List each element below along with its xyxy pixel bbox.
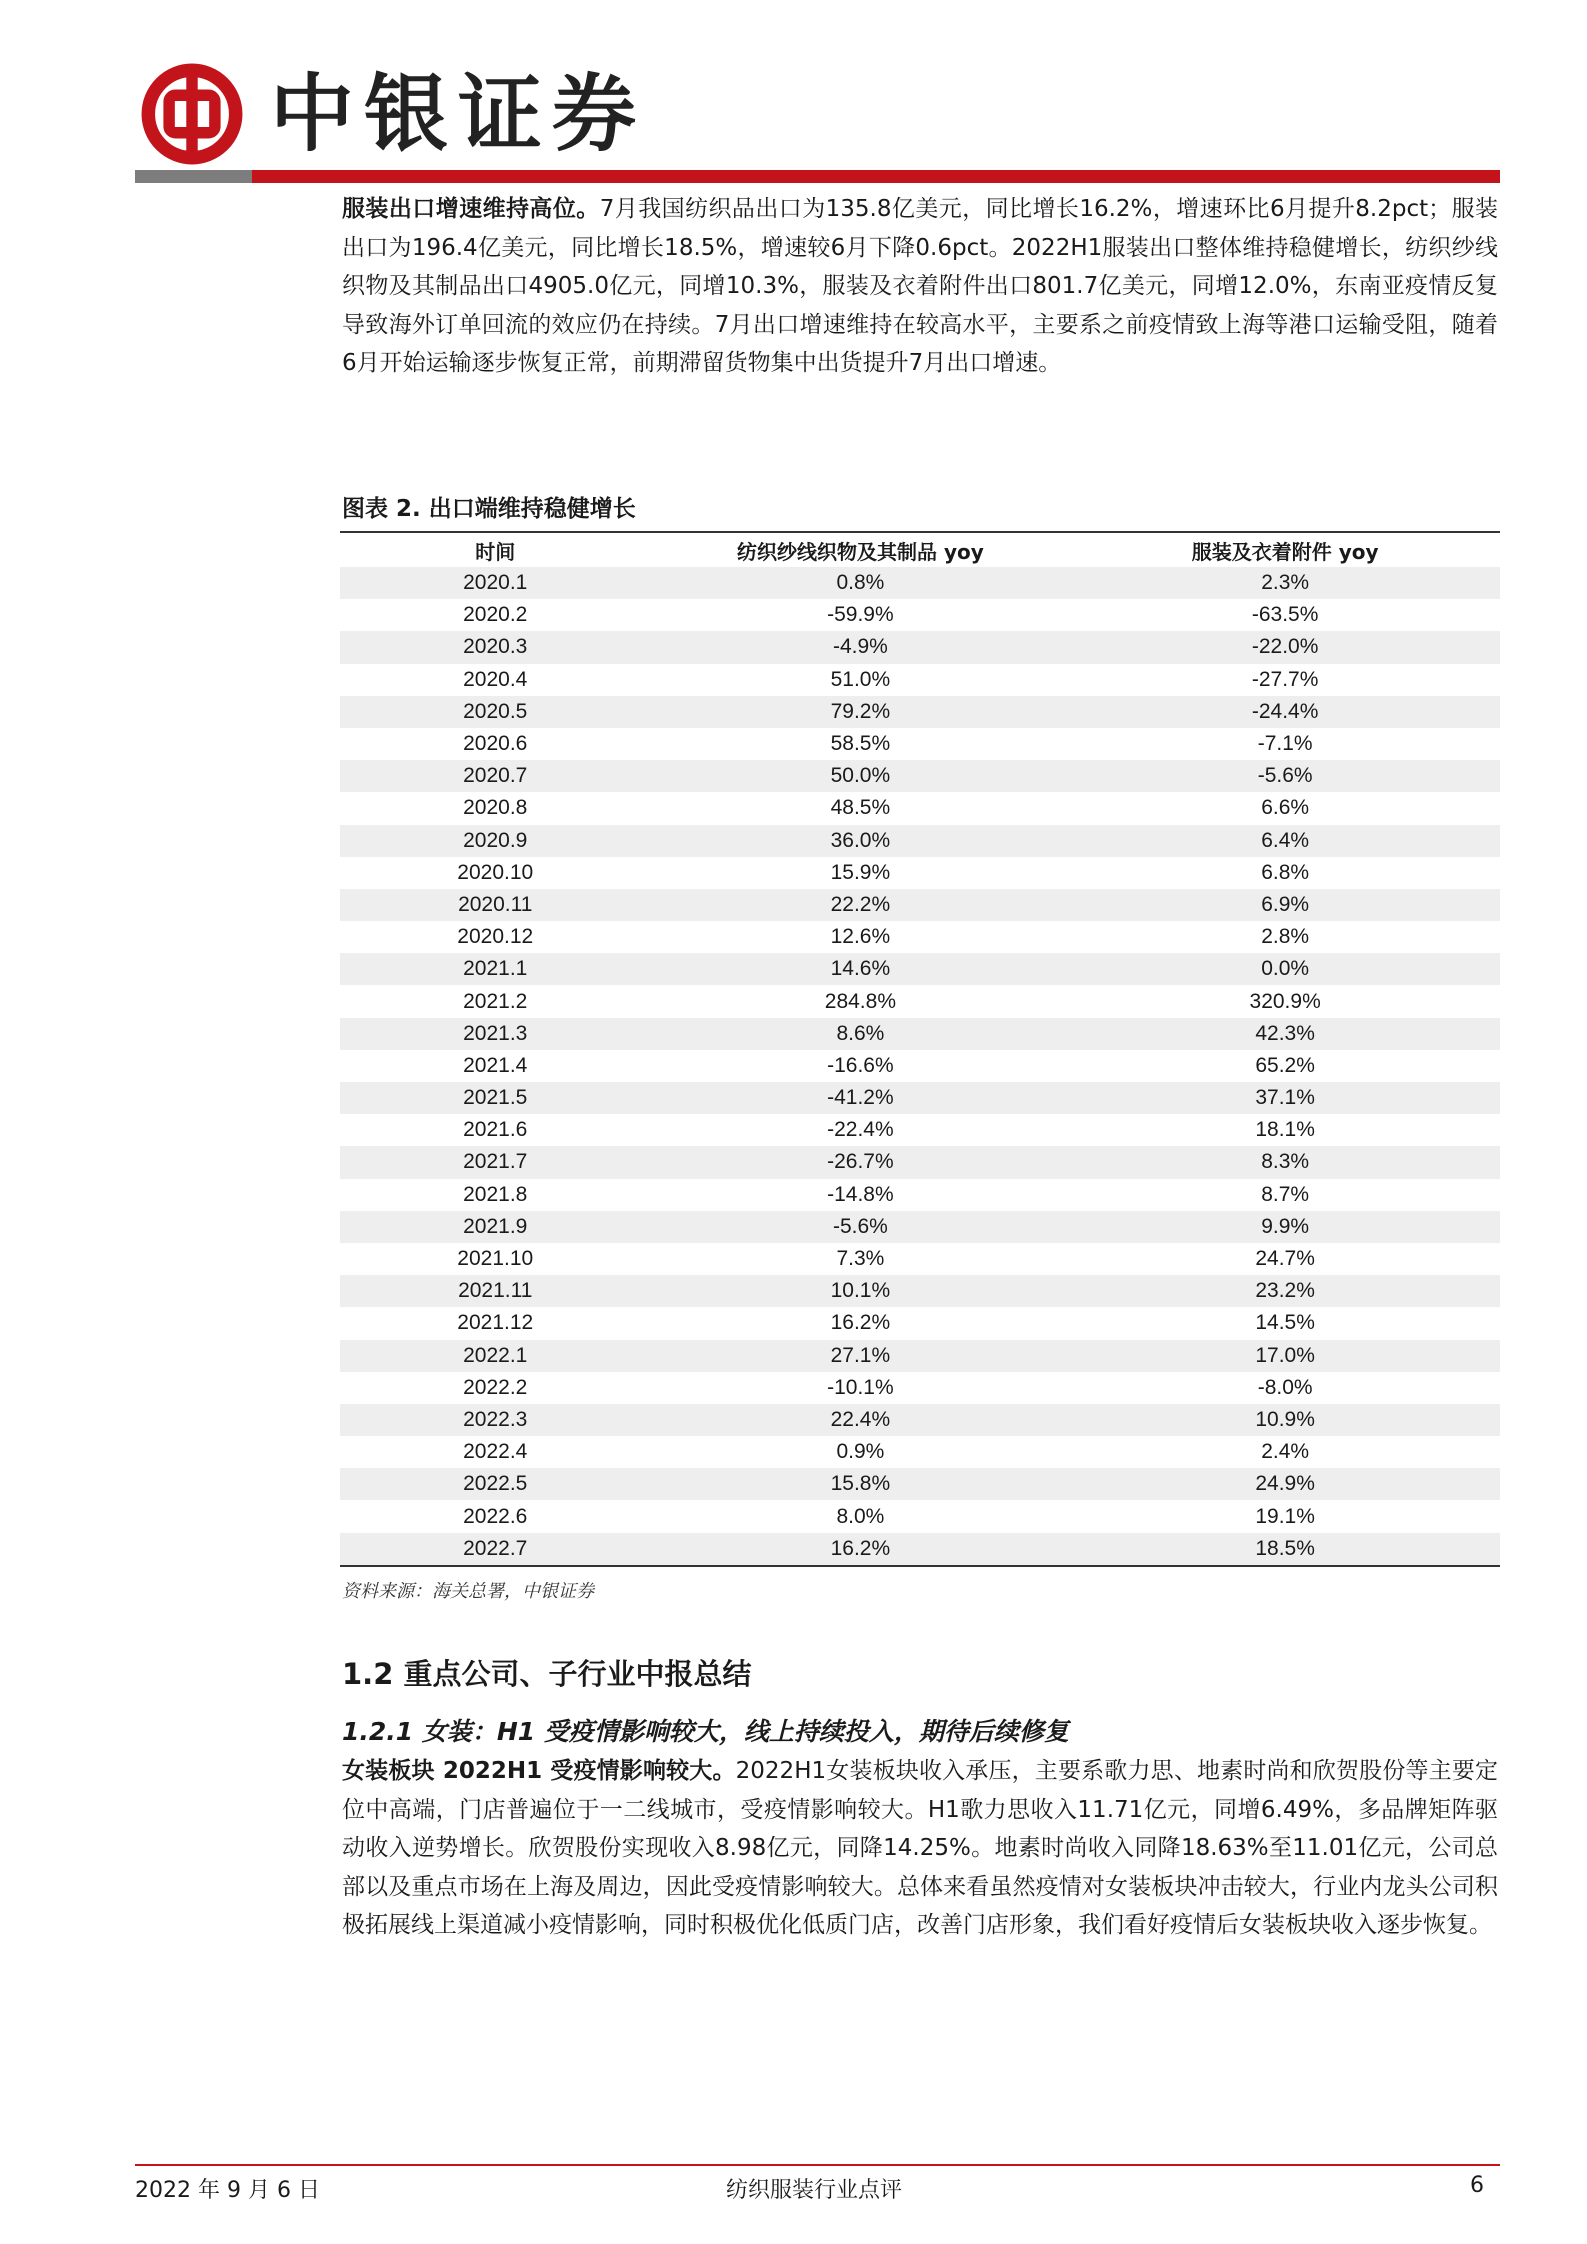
cell-textile-yoy: -10.1% <box>827 1375 894 1399</box>
cell-period: 2022.5 <box>340 1468 651 1500</box>
cell-apparel-yoy: 24.7% <box>1255 1247 1315 1271</box>
cell-apparel-yoy: -22.0% <box>1070 631 1500 663</box>
cell-apparel-yoy: 6.4% <box>1070 825 1500 857</box>
figure-title: 图表 2. 出口端维持稳健增长 <box>342 496 636 522</box>
cell-period: 2022.6 <box>463 1504 528 1528</box>
footer-date: 2022 年 9 月 6 日 <box>135 2178 320 2203</box>
cell-period: 2021.1 <box>340 953 651 985</box>
paragraph-lead: 服装出口增速维持高位。 <box>342 196 600 222</box>
boc-logo-icon <box>140 62 244 166</box>
cell-apparel-yoy: -27.7% <box>1251 667 1319 691</box>
cell-apparel-yoy: 6.9% <box>1070 889 1500 921</box>
cell-apparel-yoy: -8.0% <box>1257 1375 1313 1399</box>
cell-textile-yoy: -41.2% <box>651 1082 1071 1114</box>
table-row <box>340 1307 1500 1339</box>
cell-period: 2021.3 <box>340 1018 651 1050</box>
cell-apparel-yoy: 10.9% <box>1070 1404 1500 1436</box>
cell-textile-yoy: 48.5% <box>830 796 891 820</box>
table-row <box>340 1082 1500 1114</box>
footer-title: 纺织服装行业点评 <box>726 2178 903 2203</box>
paragraph-lead: 女装板块 2022H1 受疫情影响较大。 <box>342 1758 736 1784</box>
cell-textile-yoy: 16.2% <box>830 1311 891 1335</box>
cell-apparel-yoy: 2.8% <box>1261 925 1310 949</box>
cell-apparel-yoy: 24.9% <box>1070 1468 1500 1500</box>
table-row <box>340 664 1500 696</box>
table-row <box>340 825 1500 857</box>
cell-period: 2021.12 <box>457 1311 534 1335</box>
cell-period: 2022.1 <box>340 1340 651 1372</box>
cell-textile-yoy: 27.1% <box>651 1340 1071 1372</box>
column-header: 服装及衣着附件 yoy <box>1070 532 1500 567</box>
table-row <box>340 1533 1500 1566</box>
cell-textile-yoy: 8.6% <box>651 1018 1071 1050</box>
cell-period: 2022.7 <box>340 1533 651 1566</box>
cell-textile-yoy: -59.9% <box>827 603 894 627</box>
cell-period: 2020.2 <box>463 603 528 627</box>
paragraph-text: 2022H1女装板块收入承压，主要系歌力思、地素时尚和欣贺股份等主要定位中高端，门店普遍位于一二线城市，受疫情影响较大。H1歌力思收入11.71亿元，同增6.49%，多品牌矩阵驱动收入逆势增长。欣贺股份实现收入8.98亿元，同降14.25%。地素时尚收入同降18.63%至11.01亿元，公司总部以及重点市场在上海及周边，因此受疫情影响较大。总体来看虽然疫情对女装板块冲击较大，行业内龙头公司积极拓展线上渠道减小疫情影响，同时积极优化低质门店，改善门店形象，我们看好疫情后女装板块收入逐步恢复。 <box>342 1758 1499 1938</box>
cell-period: 2021.6 <box>463 1118 528 1142</box>
cell-period: 2021.9 <box>340 1211 651 1243</box>
paragraph-text: 7月我国纺织品出口为135.8亿美元，同比增长16.2%，增速环比6月提升8.2pct；服装出口为196.4亿美元，同比增长18.5%，增速较6月下降0.6pct。2022H1服装出口整体维持稳健增长，纺织纱线织物及其制品出口4905.0亿元，同增10.3%，服装及衣着附件出口801.7亿美元，同增12.0%，东南亚疫情反复导致海外订单回流的效应仍在持续。7月出口增速维持在较高水平，主要系之前疫情致上海等港口运输受阻，随着6月开始运输逐步恢复正常，前期滞留货物集中出货提升7月出口增速。 <box>342 196 1498 376</box>
cell-textile-yoy: 16.2% <box>651 1533 1071 1566</box>
cell-textile-yoy: 284.8% <box>824 989 896 1013</box>
cell-apparel-yoy: 18.1% <box>1255 1118 1315 1142</box>
cell-period: 2020.8 <box>463 796 528 820</box>
cell-textile-yoy: -4.9% <box>651 631 1071 663</box>
cell-textile-yoy: -22.4% <box>827 1118 894 1142</box>
cell-textile-yoy: 50.0% <box>651 760 1071 792</box>
cell-apparel-yoy: 17.0% <box>1070 1340 1500 1372</box>
column-header: 时间 <box>340 532 651 567</box>
cell-apparel-yoy: 23.2% <box>1070 1275 1500 1307</box>
cell-period: 2021.5 <box>340 1082 651 1114</box>
cell-period: 2021.7 <box>340 1146 651 1178</box>
cell-period: 2020.1 <box>340 567 651 599</box>
table-row <box>340 1050 1500 1082</box>
table-row <box>340 696 1500 728</box>
table-row <box>340 567 1500 599</box>
table-row <box>340 1404 1500 1436</box>
subsection-heading: 1.2.1 女装：H1 受疫情影响较大，线上持续投入，期待后续修复 <box>342 1717 1069 1746</box>
table-row <box>340 631 1500 663</box>
table-row <box>340 760 1500 792</box>
cell-period: 2020.11 <box>340 889 651 921</box>
table-row <box>340 1114 1500 1146</box>
table-row <box>340 1436 1500 1468</box>
figure-source: 资料来源：海关总署，中银证券 <box>342 1581 594 1602</box>
cell-apparel-yoy: 8.3% <box>1070 1146 1500 1178</box>
page-number: 6 <box>1470 2173 1484 2198</box>
cell-textile-yoy: 79.2% <box>651 696 1071 728</box>
cell-period: 2020.6 <box>463 732 528 756</box>
table-row <box>340 1500 1500 1532</box>
cell-apparel-yoy: 320.9% <box>1249 989 1321 1013</box>
cell-textile-yoy: -5.6% <box>651 1211 1071 1243</box>
cell-period: 2022.3 <box>340 1404 651 1436</box>
cell-textile-yoy: 14.6% <box>651 953 1071 985</box>
cell-apparel-yoy: -5.6% <box>1070 760 1500 792</box>
export-table <box>340 531 1500 1567</box>
cell-period: 2020.9 <box>340 825 651 857</box>
cell-period: 2020.10 <box>457 860 534 884</box>
cell-textile-yoy: 10.1% <box>651 1275 1071 1307</box>
cell-textile-yoy: 51.0% <box>830 667 891 691</box>
table-row <box>340 728 1500 760</box>
table-row <box>340 1468 1500 1500</box>
header-rule <box>135 170 1500 183</box>
cell-textile-yoy: -16.6% <box>827 1053 894 1077</box>
cell-textile-yoy: 0.9% <box>836 1440 885 1464</box>
cell-period: 2021.4 <box>463 1053 528 1077</box>
cell-textile-yoy: 58.5% <box>830 732 891 756</box>
table-row <box>340 921 1500 953</box>
cell-apparel-yoy: -63.5% <box>1251 603 1319 627</box>
table-row <box>340 1211 1500 1243</box>
cell-apparel-yoy: 8.7% <box>1261 1182 1310 1206</box>
table-row <box>340 1275 1500 1307</box>
cell-apparel-yoy: 18.5% <box>1070 1533 1500 1566</box>
table-row <box>340 1146 1500 1178</box>
cell-period: 2020.12 <box>457 925 534 949</box>
table-header-row <box>340 532 1500 567</box>
table-row <box>340 1179 1500 1211</box>
cell-textile-yoy: 36.0% <box>651 825 1071 857</box>
cell-period: 2022.4 <box>463 1440 528 1464</box>
table-row <box>340 1018 1500 1050</box>
table-row <box>340 599 1500 631</box>
cell-textile-yoy: -14.8% <box>827 1182 894 1206</box>
footer-rule <box>135 2164 1500 2166</box>
cell-period: 2020.3 <box>340 631 651 663</box>
cell-period: 2021.11 <box>340 1275 651 1307</box>
header-logo <box>140 62 646 166</box>
table-row <box>340 857 1500 889</box>
cell-textile-yoy: 12.6% <box>830 925 891 949</box>
cell-textile-yoy: -26.7% <box>651 1146 1071 1178</box>
cell-period: 2020.4 <box>463 667 528 691</box>
cell-apparel-yoy: -24.4% <box>1070 696 1500 728</box>
cell-apparel-yoy: 37.1% <box>1070 1082 1500 1114</box>
cell-textile-yoy: 22.4% <box>651 1404 1071 1436</box>
table-row <box>340 1243 1500 1275</box>
cell-textile-yoy: 7.3% <box>836 1247 885 1271</box>
cell-apparel-yoy: 2.4% <box>1261 1440 1310 1464</box>
cell-period: 2022.2 <box>463 1375 528 1399</box>
cell-apparel-yoy: -7.1% <box>1257 732 1313 756</box>
cell-apparel-yoy: 42.3% <box>1070 1018 1500 1050</box>
cell-textile-yoy: 8.0% <box>836 1504 885 1528</box>
table-row <box>340 985 1500 1017</box>
company-name: 中银证券 <box>270 64 647 163</box>
cell-apparel-yoy: 14.5% <box>1255 1311 1315 1335</box>
cell-apparel-yoy: 6.6% <box>1261 796 1310 820</box>
section-heading: 1.2 重点公司、子行业中报总结 <box>342 1657 752 1691</box>
cell-apparel-yoy: 9.9% <box>1070 1211 1500 1243</box>
cell-textile-yoy: 15.9% <box>830 860 891 884</box>
table-row <box>340 1372 1500 1404</box>
cell-textile-yoy: 15.8% <box>651 1468 1071 1500</box>
table-row <box>340 953 1500 985</box>
cell-period: 2021.2 <box>463 989 528 1013</box>
table-row <box>340 889 1500 921</box>
table-row <box>340 1340 1500 1372</box>
cell-textile-yoy: 22.2% <box>651 889 1071 921</box>
cell-period: 2021.10 <box>457 1247 534 1271</box>
cell-period: 2020.5 <box>340 696 651 728</box>
cell-apparel-yoy: 6.8% <box>1261 860 1310 884</box>
cell-period: 2020.7 <box>340 760 651 792</box>
cell-apparel-yoy: 65.2% <box>1255 1053 1315 1077</box>
table-row <box>340 792 1500 824</box>
cell-period: 2021.8 <box>463 1182 528 1206</box>
paragraph-womenswear <box>342 1752 1498 1945</box>
cell-textile-yoy: 0.8% <box>651 567 1071 599</box>
paragraph-export <box>342 190 1498 383</box>
cell-apparel-yoy: 2.3% <box>1070 567 1500 599</box>
cell-apparel-yoy: 0.0% <box>1070 953 1500 985</box>
column-header: 纺织纱线织物及其制品 yoy <box>651 532 1071 567</box>
cell-apparel-yoy: 19.1% <box>1255 1504 1315 1528</box>
